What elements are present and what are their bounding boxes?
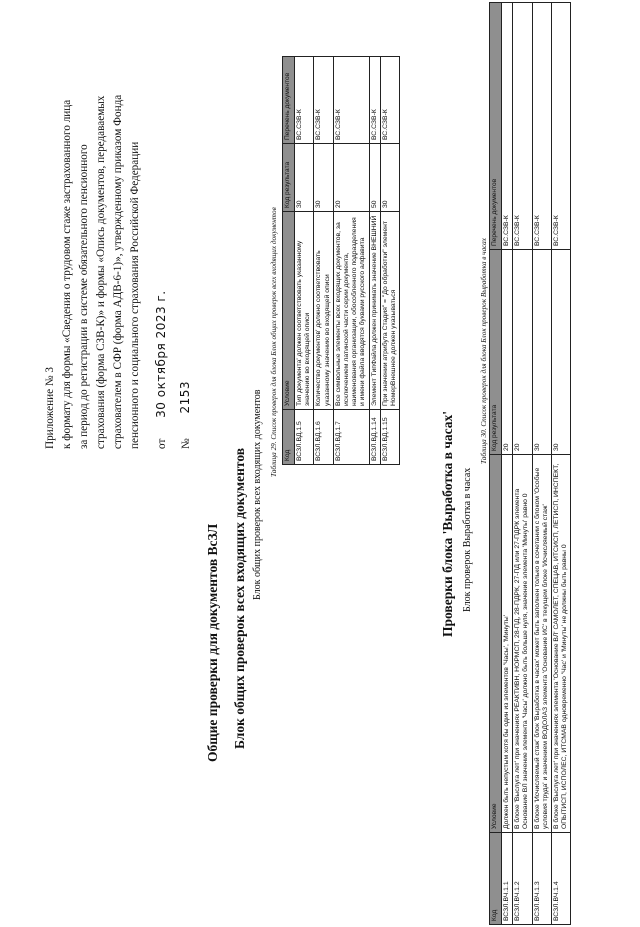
col-header-documents: Перечень документов [283,57,295,144]
cell-condition: Количество документов' должно соответствовать указанному значению во входящей описи [314,212,333,410]
cell-condition: Элемент ТипФайла должен принимать значение ВНЕШНИЙ [369,212,380,410]
cell-condition: В блоке 'Выслуга лет' при значениях элемента 'Основание ВЛ' САМОЛЕТ, СПЕЦАВ, ИТСИСП, ЛЕТИСП, ИНСПЕКТ, ОПЫТИСП, ИСПОЛЕС, ИТСМАВ одновременно 'Час' и 'Минуты' не должны быть равны 0 [552,455,571,833]
date-prefix: от [156,438,169,449]
handwritten-number: 2153 [178,380,193,414]
cell-code: ВСЗЛ.ВЧ.1.2 [513,833,532,925]
table-row [333,57,369,465]
cell-documents: ВС.СЗВ-К [513,3,532,250]
table-row [369,57,380,465]
cell-code: ВСЗЛ.ВД.1.15 [380,410,399,465]
cell-condition: В блоке 'Исчисляемый стаж' блок 'Выработка в часах' может быть заполнен только в сочетании с блоком 'Особые условия труда' и значением ВОДОЛАЗ элемента 'Основание ИС' в текущем блоке 'Исчисляемый стаж' [532,455,551,833]
col-header-condition: Условие [490,455,502,833]
table-header-row [490,3,502,925]
cell-code: ВСЗЛ.ВД.1.14 [369,410,380,465]
appendix-line: пенсионного и социального страхования Российской Федерации [128,141,141,449]
table-29 [282,56,400,465]
appendix-line: страхования (форма СЗВ-К)» и формы «Опись документов, передаваемых [94,95,107,449]
cell-result-code: 30 [314,144,333,212]
col-header-code: Код [490,833,502,925]
cell-result-code: 30 [380,144,399,212]
cell-condition: В блоке 'Выслуга лет' при значениях РЕАКТИВН, НОРМСП, 28-ПД, 28-ПДРК, 27-ПД или 27-ПДРК элемента Основание ВЛ значение элемента 'Часы' должно быть больше нуля, значение элемента 'Минуты' равно 0 [513,455,532,833]
table-row [513,3,532,925]
col-header-documents: Перечень документов [490,3,502,250]
cell-condition: При значении атрибута Стадия" = "До обработки" элемент НомерВнешнее должен указываться [380,212,399,410]
col-header-code: Код [283,410,295,465]
cell-code: ВСЗЛ.ВЧ.1.1 [502,833,513,925]
cell-result-code: 30 [552,250,571,455]
number-prefix: № [180,438,193,449]
appendix-line: страхователем в СФР (форма АДВ-6-1)», утвержденному приказом Фонда [111,94,124,449]
cell-documents: ВС.СЗВ-К [532,3,551,250]
table-header-row [283,57,295,465]
cell-code: ВСЗЛ.ВД.1.6 [314,410,333,465]
cell-documents: ВС.СЗВ-К [552,3,571,250]
handwritten-date: 30 октября 2023 г. [154,290,169,418]
appendix-date [153,19,171,449]
cell-code: ВСЗЛ.ВД.1.7 [333,410,369,465]
cell-documents: ВС.СЗВ-К [295,57,314,144]
appendix-title: Приложение № 3 [44,367,56,449]
appendix-header [42,19,195,449]
hours-checks-heading: Проверки блока 'Выработка в часах' [440,410,455,637]
table-row [532,3,551,925]
cell-code: ВСЗЛ.ВЧ.1.3 [532,833,551,925]
block-subtitle: Блок общих проверок всех входящих документов [252,389,263,600]
col-header-condition: Условие [283,212,295,410]
appendix-number [177,19,195,449]
cell-condition: Все символьные элементы всех входящих документов, за исключением латинской части серии документа, наименования организации, обособленного подразделения и имени файла вводятся буквами русского алфавита [333,212,369,410]
table-30-caption: Таблица 30. Список проверок для блока Блок проверок Выработка в часах [480,238,488,464]
cell-code: ВСЗЛ.ВЧ.1.4 [552,833,571,925]
table-row [295,57,314,465]
cell-documents: ВС.СЗВ-К [369,57,380,144]
block-heading: Блок общих проверок всех входящих документов [232,447,247,749]
appendix-line: за период до регистрации в системе обязательного пенсионного [77,144,90,449]
cell-documents: ВС.СЗВ-К [380,57,399,144]
cell-result-code: 50 [369,144,380,212]
cell-result-code: 20 [513,250,532,455]
col-header-result-code: Код результата [283,144,295,212]
table-row [380,57,399,465]
cell-result-code: 30 [532,250,551,455]
cell-documents: ВС.СЗВ-К [314,57,333,144]
table-30 [489,2,571,925]
cell-result-code: 20 [333,144,369,212]
col-header-result-code: Код результата [490,250,502,455]
table-row [314,57,333,465]
cell-code: ВСЗЛ.ВД.1.5 [295,410,314,465]
cell-result-code: 30 [295,144,314,212]
cell-condition: Должен быть непустым хотя бы один из элементов 'Часы', 'Минуты' [502,455,513,833]
table-row [502,3,513,925]
cell-documents: ВС.СЗВ-К [502,3,513,250]
table-29-caption: Таблица 29. Список проверок для блока Блок общих проверок всех входящих документов [270,207,278,477]
cell-condition: Тип документа' должен соответствовать указанному значению во входящей описи [295,212,314,410]
hours-subtitle: Блок проверок Выработка в часах [462,467,473,612]
cell-result-code: 20 [502,250,513,455]
cell-documents: ВС.СЗВ-К [333,57,369,144]
appendix-line: к формату для формы «Сведения о трудовом стаже застрахованного лица [60,99,73,449]
table-row [552,3,571,925]
general-checks-heading: Общие проверки для документов ВсЗЛ [205,523,220,762]
